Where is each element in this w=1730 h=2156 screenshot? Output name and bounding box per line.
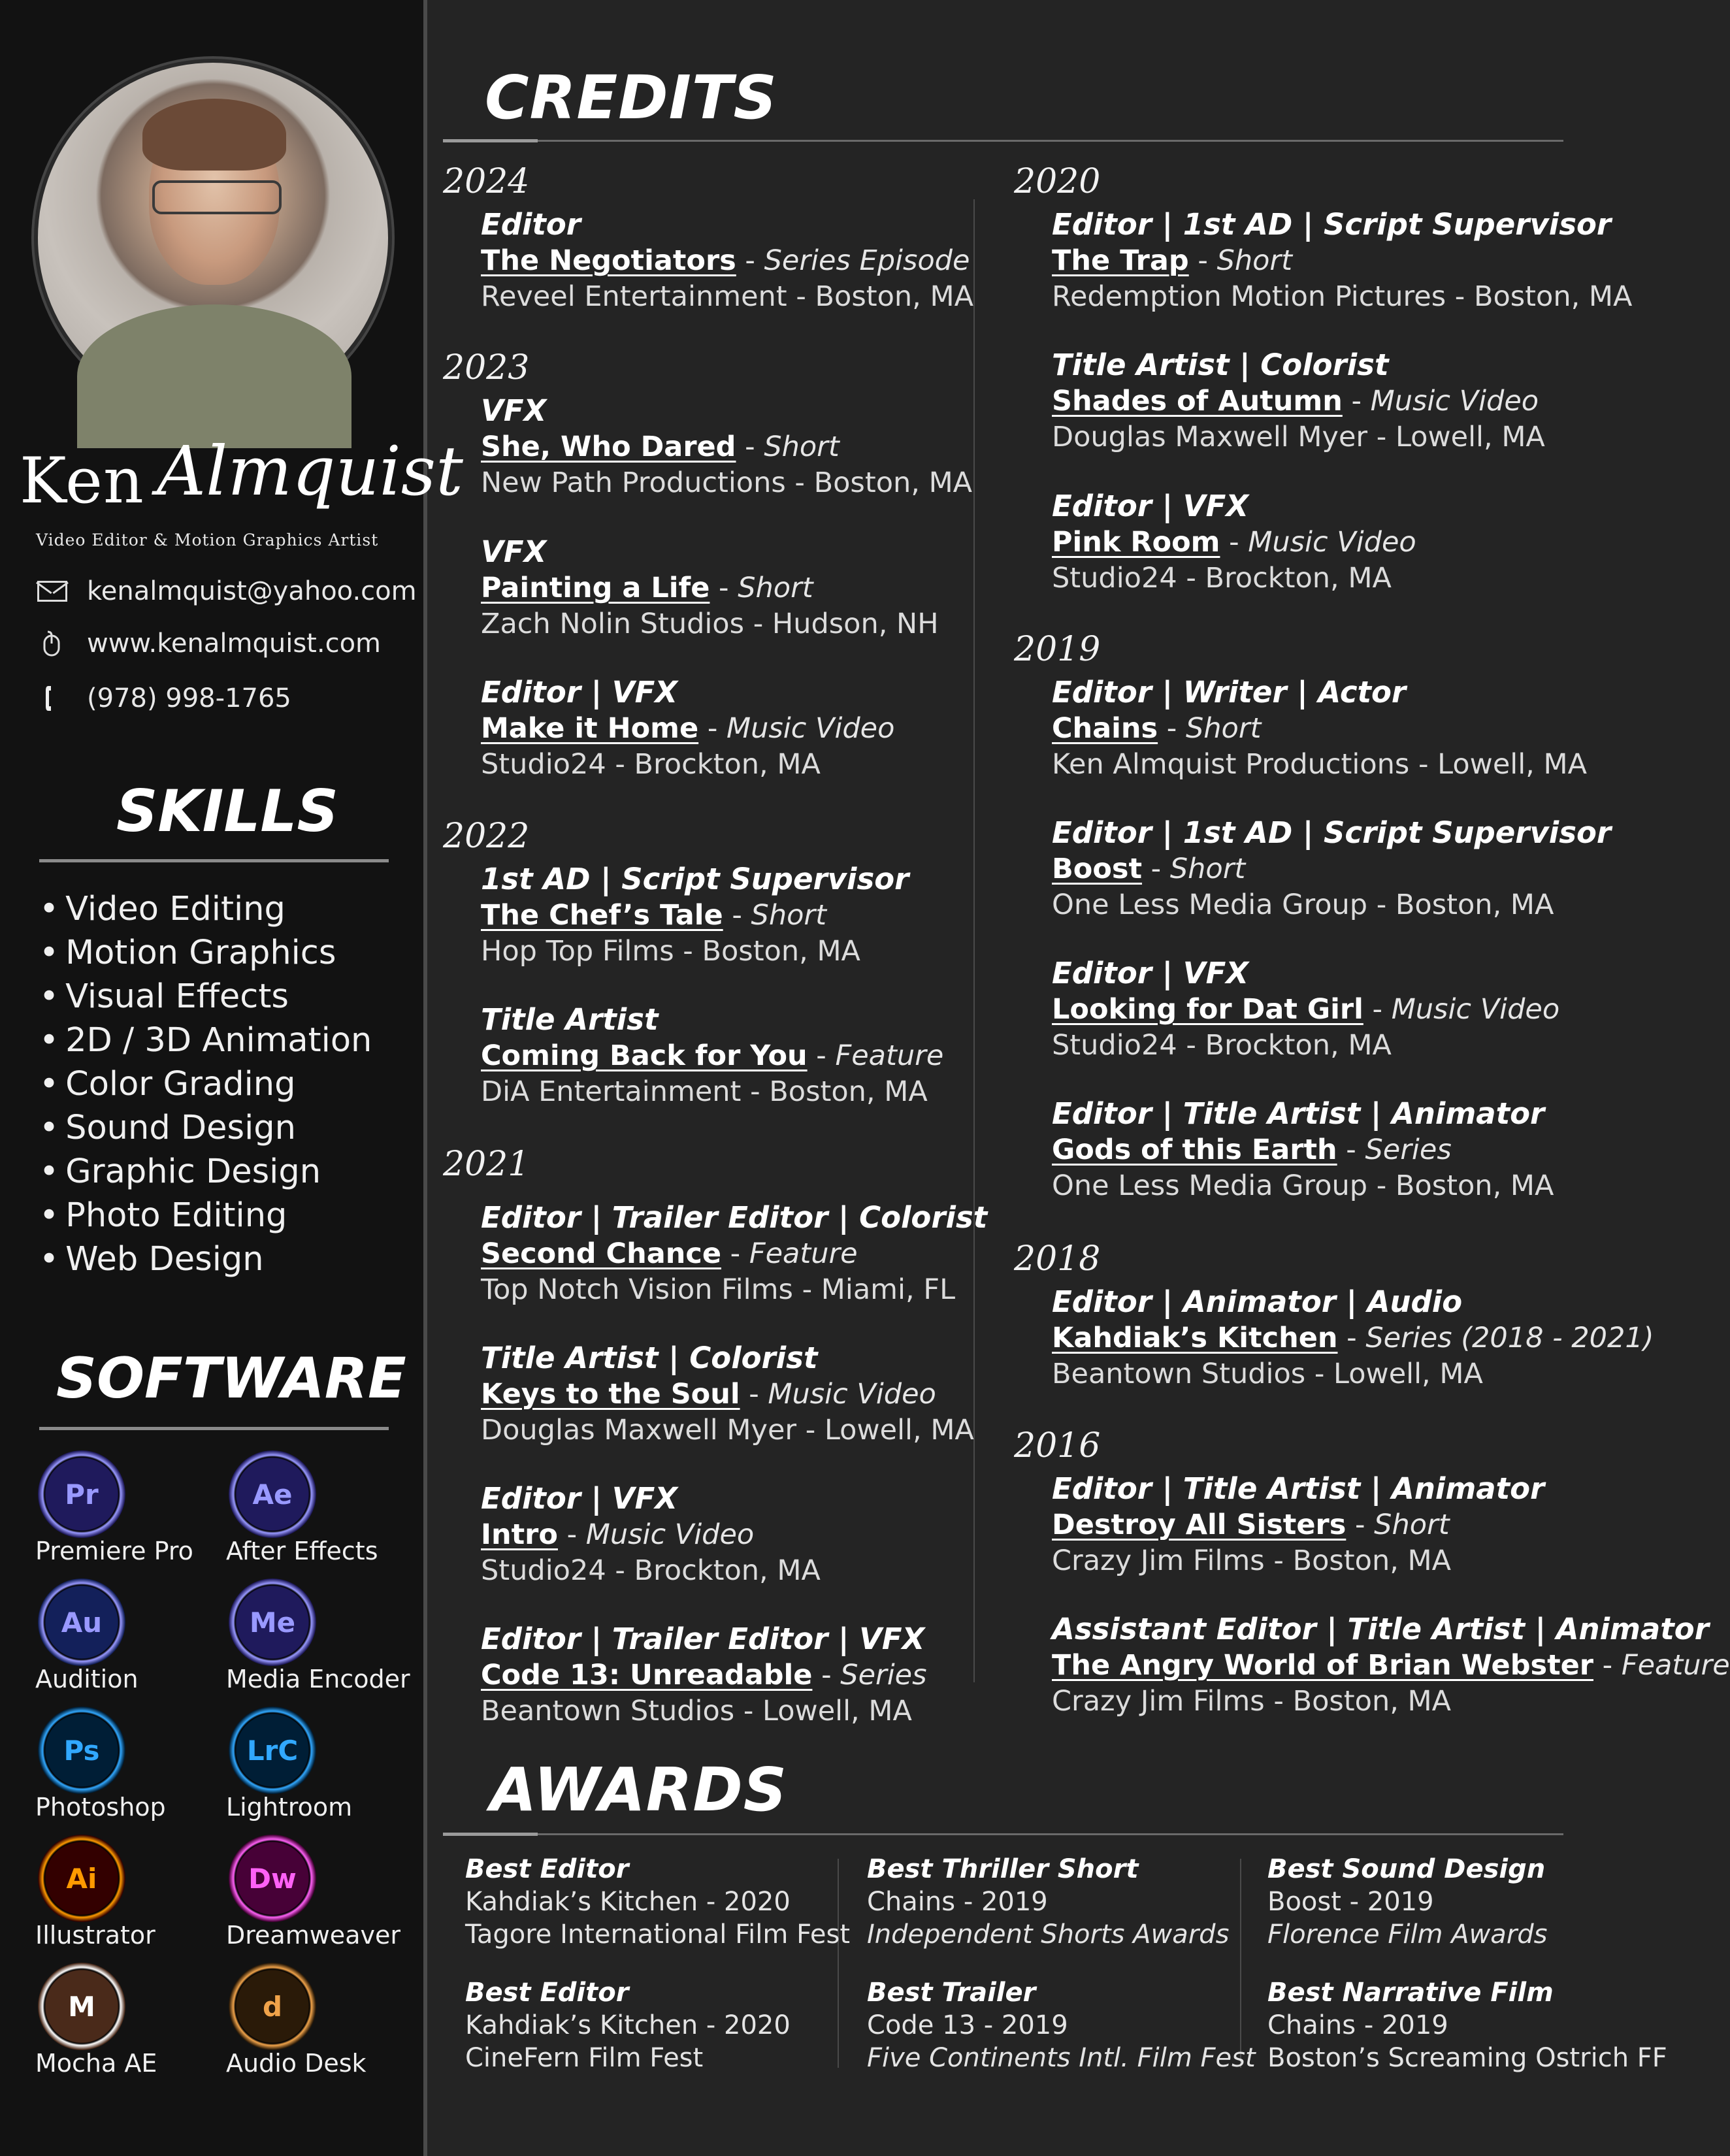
sidebar-border [423, 0, 427, 2156]
credit-title[interactable]: The Negotiators [481, 244, 736, 277]
credit-entry [1052, 347, 1545, 455]
first-name: Ken [20, 444, 144, 517]
credit-year: 2024 [443, 162, 530, 201]
credit-title[interactable]: The Chef’s Tale [481, 899, 723, 932]
credit-title-line [481, 570, 939, 606]
credit-title-line [1052, 1320, 1654, 1356]
credit-kind: Music Video [585, 1518, 755, 1551]
skills-list [39, 887, 372, 1281]
software-item [35, 1450, 218, 1565]
credit-studio: Douglas Maxwell Myer - Lowell, MA [481, 1414, 974, 1446]
credit-title-line [1052, 1507, 1544, 1543]
credit-title-line [1052, 1648, 1730, 1684]
credit-title[interactable]: Kahdiak’s Kitchen [1052, 1322, 1338, 1354]
credit-separator: - [1346, 1509, 1375, 1541]
credit-studio: Beantown Studios - Lowell, MA [1052, 1358, 1483, 1390]
credit-role: Editor | Title Artist | Animator [1052, 1096, 1545, 1131]
software-audio-desk-icon: d [229, 1963, 316, 2050]
credit-title[interactable]: Code 13: Unreadable [481, 1659, 813, 1691]
software-item [226, 1835, 409, 1950]
software-item [226, 1963, 409, 2078]
software-audition-icon: Au [38, 1578, 125, 1666]
credit-title-line [1052, 711, 1587, 747]
credit-separator: - [1342, 385, 1371, 417]
credit-title[interactable]: Destroy All Sisters [1052, 1509, 1346, 1541]
credit-entry [1052, 1096, 1554, 1204]
credit-title-line [1052, 851, 1611, 887]
software-label: Photoshop [35, 1793, 166, 1821]
credit-role: Title Artist | Colorist [481, 1341, 818, 1375]
skill-item: • Visual Effects [39, 975, 372, 1019]
credit-separator: - [736, 244, 764, 277]
software-illustrator-icon: Ai [38, 1835, 125, 1922]
software-item [35, 1835, 218, 1950]
credit-studio: Beantown Studios - Lowell, MA [481, 1695, 912, 1727]
award-festival: Independent Shorts Awards [867, 1919, 1230, 1950]
credit-studio: Douglas Maxwell Myer - Lowell, MA [1052, 421, 1545, 453]
credit-year: 2020 [1014, 162, 1101, 201]
software-label: Audition [35, 1665, 139, 1693]
credit-title[interactable]: Make it Home [481, 712, 699, 745]
credit-role: Title Artist | Colorist [1052, 348, 1389, 382]
award-festival: Tagore International Film Fest [465, 1919, 851, 1950]
software-item [226, 1450, 409, 1565]
credit-studio: Reveel Entertainment - Boston, MA [481, 280, 973, 313]
credit-studio: Crazy Jim Films - Boston, MA [1052, 1685, 1452, 1718]
credit-entry [1052, 674, 1587, 783]
credit-kind: Short [1216, 244, 1292, 277]
credit-separator: - [1142, 853, 1170, 885]
credit-separator: - [698, 712, 727, 745]
email-text[interactable]: kenalmquist@yahoo.com [87, 576, 417, 606]
credit-title-line [481, 1038, 943, 1074]
credit-year: 2021 [443, 1145, 530, 1184]
credit-studio: Hop Top Films - Boston, MA [481, 935, 860, 968]
credit-title[interactable]: Looking for Dat Girl [1052, 993, 1363, 1026]
award-work: Kahdiak’s Kitchen - 2020 [465, 2010, 791, 2040]
profile-photo [38, 63, 388, 413]
award-entry [1267, 1976, 1667, 2074]
credit-title[interactable]: Intro [481, 1518, 558, 1551]
credit-title[interactable]: Boost [1052, 853, 1143, 885]
award-work: Chains - 2019 [867, 1887, 1048, 1917]
credit-kind: Music Video [726, 712, 895, 745]
credit-entry [481, 206, 973, 315]
award-name: Best Trailer [867, 1978, 1036, 2008]
credits-rule [443, 140, 1563, 142]
credit-studio: New Path Productions - Boston, MA [481, 466, 973, 499]
software-after-effects-icon: Ae [229, 1450, 316, 1538]
credit-kind: Short [738, 572, 813, 604]
credit-title[interactable]: Shades of Autumn [1052, 385, 1343, 417]
award-entry [867, 1853, 1229, 1951]
phone-icon [36, 685, 69, 711]
awards-heading: AWARDS [490, 1755, 788, 1825]
software-label: Media Encoder [226, 1665, 410, 1693]
credit-year: 2022 [443, 817, 530, 856]
software-label: Dreamweaver [226, 1921, 400, 1950]
phone-text[interactable]: (978) 998-1765 [87, 683, 291, 713]
tagline: Video Editor & Motion Graphics Artist [36, 531, 379, 549]
credit-role: Assistant Editor | Title Artist | Animator [1052, 1612, 1709, 1646]
credit-role: Editor | 1st AD | Script Supervisor [1052, 815, 1612, 850]
credit-entry [1052, 1611, 1730, 1720]
credit-title[interactable]: Painting a Life [481, 572, 710, 604]
award-festival: CineFern Film Fest [465, 2043, 704, 2073]
awards-rule [443, 1833, 1563, 1835]
last-name: Almquist [157, 431, 463, 511]
credit-studio: Studio24 - Brockton, MA [1052, 562, 1392, 595]
credit-title-line [481, 1517, 821, 1553]
award-name: Best Thriller Short [867, 1854, 1139, 1884]
skill-item: • Video Editing [39, 887, 372, 931]
credit-separator: - [812, 1659, 841, 1691]
software-item [35, 1963, 218, 2078]
credit-role: Editor | 1st AD | Script Supervisor [1052, 207, 1612, 242]
name-logo [20, 425, 463, 536]
credit-studio: Top Notch Vision Films - Miami, FL [481, 1273, 956, 1306]
credit-entry [1052, 206, 1632, 315]
credit-separator: - [807, 1039, 836, 1072]
credit-title-line [481, 1658, 927, 1693]
credit-year: 2016 [1014, 1426, 1101, 1465]
credit-role: Editor | Animator | Audio [1052, 1284, 1463, 1319]
envelope-icon [36, 578, 69, 604]
award-name: Best Narrative Film [1267, 1978, 1554, 2008]
credit-title[interactable]: The Angry World of Brian Webster [1052, 1649, 1593, 1682]
credit-role: Title Artist [481, 1002, 659, 1037]
credit-entry [1052, 815, 1611, 923]
credit-entry [1052, 488, 1416, 596]
skill-item: • Graphic Design [39, 1150, 372, 1194]
credit-title[interactable]: Gods of this Earth [1052, 1134, 1337, 1166]
credit-kind: Series Episode [764, 244, 970, 277]
award-work: Chains - 2019 [1267, 2010, 1448, 2040]
credit-title[interactable]: Second Chance [481, 1237, 721, 1270]
software-label: Mocha AE [35, 2049, 157, 2078]
skills-rule [39, 859, 389, 862]
credit-studio: Studio24 - Brockton, MA [481, 1554, 821, 1587]
credit-kind: Feature [835, 1039, 944, 1072]
skill-item: • 2D / 3D Animation [39, 1019, 372, 1062]
software-item [35, 1707, 218, 1821]
credit-studio: Studio24 - Brockton, MA [1052, 1029, 1392, 1062]
credit-role: Editor [481, 207, 581, 242]
credit-kind: Series (2018 - 2021) [1365, 1322, 1654, 1354]
credits-heading: CREDITS [485, 63, 777, 133]
contact-phone[interactable] [36, 683, 291, 713]
award-festival: Boston’s Screaming Ostrich FF [1267, 2043, 1667, 2073]
credit-title-line [481, 429, 972, 465]
credit-title-line [1052, 1132, 1554, 1168]
credit-entry [1052, 1284, 1654, 1392]
credit-kind: Music Video [1370, 385, 1539, 417]
credit-entry [481, 534, 939, 642]
credit-role: Editor | VFX [481, 675, 678, 710]
credit-role: VFX [481, 534, 547, 569]
software-label: Illustrator [35, 1921, 155, 1950]
credits-column-divider [973, 199, 975, 1682]
credit-studio: Ken Almquist Productions - Lowell, MA [1052, 748, 1588, 781]
credit-separator: - [736, 431, 764, 463]
credit-separator: - [557, 1518, 586, 1551]
skill-item: • Motion Graphics [39, 931, 372, 975]
software-label: Premiere Pro [35, 1537, 193, 1565]
credit-year: 2023 [443, 348, 530, 387]
skill-item: • Color Grading [39, 1062, 372, 1106]
credit-entry [1052, 1471, 1544, 1579]
software-mocha-ae-icon: M [38, 1963, 125, 2050]
credit-studio: Studio24 - Brockton, MA [481, 748, 821, 781]
credit-role: Editor | Trailer Editor | VFX [481, 1622, 925, 1656]
software-dreamweaver-icon: Dw [229, 1835, 316, 1922]
credit-separator: - [740, 1378, 768, 1411]
credit-entry [481, 674, 894, 783]
credit-title[interactable]: Pink Room [1052, 526, 1220, 559]
software-photoshop-icon: Ps [38, 1707, 125, 1794]
skill-item: • Web Design [39, 1237, 372, 1281]
credit-title[interactable]: Keys to the Soul [481, 1378, 740, 1411]
software-lightroom-icon: LrC [229, 1707, 316, 1794]
credit-entry [481, 1002, 943, 1110]
credit-kind: Series [1365, 1134, 1452, 1166]
credit-kind: Short [751, 899, 826, 932]
contact-email[interactable] [36, 576, 417, 606]
credit-kind: Series [840, 1659, 927, 1691]
credit-kind: Feature [1621, 1649, 1730, 1682]
credit-title-line [481, 1236, 987, 1272]
award-name: Best Editor [465, 1854, 629, 1884]
credit-kind: Short [1374, 1509, 1450, 1541]
credit-separator: - [1593, 1649, 1622, 1682]
credit-title[interactable]: The Trap [1052, 244, 1189, 277]
credit-entry [481, 861, 909, 970]
credit-kind: Music Video [768, 1378, 936, 1411]
credit-title-line [481, 711, 894, 747]
credit-role: Editor | VFX [1052, 956, 1249, 990]
credit-separator: - [1337, 1134, 1365, 1166]
credit-role: 1st AD | Script Supervisor [481, 862, 909, 896]
credit-kind: Short [764, 431, 840, 463]
award-festival: Florence Film Awards [1267, 1919, 1548, 1950]
credit-role: Editor | Title Artist | Animator [1052, 1471, 1545, 1506]
award-work: Kahdiak’s Kitchen - 2020 [465, 1887, 791, 1917]
credit-role: Editor | VFX [481, 1481, 678, 1516]
credit-kind: Feature [749, 1237, 858, 1270]
credit-title-line [481, 243, 973, 279]
credit-entry [481, 393, 972, 501]
credit-role: VFX [481, 393, 547, 428]
credit-title-line [1052, 243, 1632, 279]
credit-entry [481, 1340, 974, 1448]
credit-kind: Music Video [1248, 526, 1416, 559]
credit-studio: Zach Nolin Studios - Hudson, NH [481, 608, 939, 640]
software-label: Audio Desk [226, 2049, 367, 2078]
website-text[interactable]: www.kenalmquist.com [87, 629, 381, 659]
award-name: Best Sound Design [1267, 1854, 1546, 1884]
credit-entry [1052, 955, 1559, 1064]
credit-entry [481, 1480, 821, 1589]
credit-role: Editor | VFX [1052, 489, 1249, 523]
credit-kind: Music Video [1391, 993, 1560, 1026]
credit-title-line [1052, 992, 1559, 1028]
credit-studio: One Less Media Group - Boston, MA [1052, 1169, 1554, 1202]
skills-heading: SKILLS [116, 777, 338, 845]
credit-year: 2019 [1014, 630, 1101, 669]
contact-website[interactable] [36, 629, 381, 659]
award-entry [1267, 1853, 1548, 1951]
credit-separator: - [723, 899, 751, 932]
award-entry [465, 1976, 791, 2074]
credit-role: Editor | Writer | Actor [1052, 675, 1407, 710]
credit-kind: Short [1169, 853, 1246, 885]
credit-title[interactable]: Chains [1052, 712, 1158, 745]
credit-studio: Redemption Motion Pictures - Boston, MA [1052, 280, 1633, 313]
software-label: Lightroom [226, 1793, 353, 1821]
software-heading: SOFTWARE [56, 1346, 406, 1411]
skill-item: • Sound Design [39, 1106, 372, 1150]
software-item [226, 1707, 409, 1821]
credit-title[interactable]: Coming Back for You [481, 1039, 808, 1072]
credit-studio: One Less Media Group - Boston, MA [1052, 889, 1554, 921]
award-entry [867, 1976, 1256, 2074]
software-label: After Effects [226, 1537, 378, 1565]
award-name: Best Editor [465, 1978, 629, 2008]
mouse-icon [36, 630, 69, 657]
award-work: Code 13 - 2019 [867, 2010, 1068, 2040]
credit-separator: - [1363, 993, 1392, 1026]
credit-studio: DiA Entertainment - Boston, MA [481, 1075, 928, 1108]
credit-title[interactable]: She, Who Dared [481, 431, 736, 463]
software-premiere-pro-icon: Pr [38, 1450, 125, 1538]
credit-title-line [1052, 384, 1545, 419]
credit-separator: - [1337, 1322, 1366, 1354]
award-festival: Five Continents Intl. Film Fest [867, 2043, 1256, 2073]
credit-title-line [481, 898, 909, 934]
software-item [35, 1578, 218, 1693]
credit-entry [481, 1200, 987, 1308]
credit-title-line [1052, 525, 1416, 561]
credit-role: Editor | Trailer Editor | Colorist [481, 1200, 988, 1235]
award-work: Boost - 2019 [1267, 1887, 1434, 1917]
credit-separator: - [710, 572, 738, 604]
software-rule [39, 1427, 389, 1430]
credit-year: 2018 [1014, 1239, 1101, 1279]
software-media-encoder-icon: Me [229, 1578, 316, 1666]
credit-title-line [481, 1377, 974, 1413]
credit-entry [481, 1621, 927, 1729]
credit-kind: Short [1186, 712, 1262, 745]
award-entry [465, 1853, 850, 1951]
credit-separator: - [1188, 244, 1217, 277]
credit-separator: - [1158, 712, 1186, 745]
credit-studio: Crazy Jim Films - Boston, MA [1052, 1544, 1452, 1577]
skill-item: • Photo Editing [39, 1194, 372, 1237]
software-item [226, 1578, 409, 1693]
credit-separator: - [1220, 526, 1249, 559]
credit-separator: - [721, 1237, 749, 1270]
